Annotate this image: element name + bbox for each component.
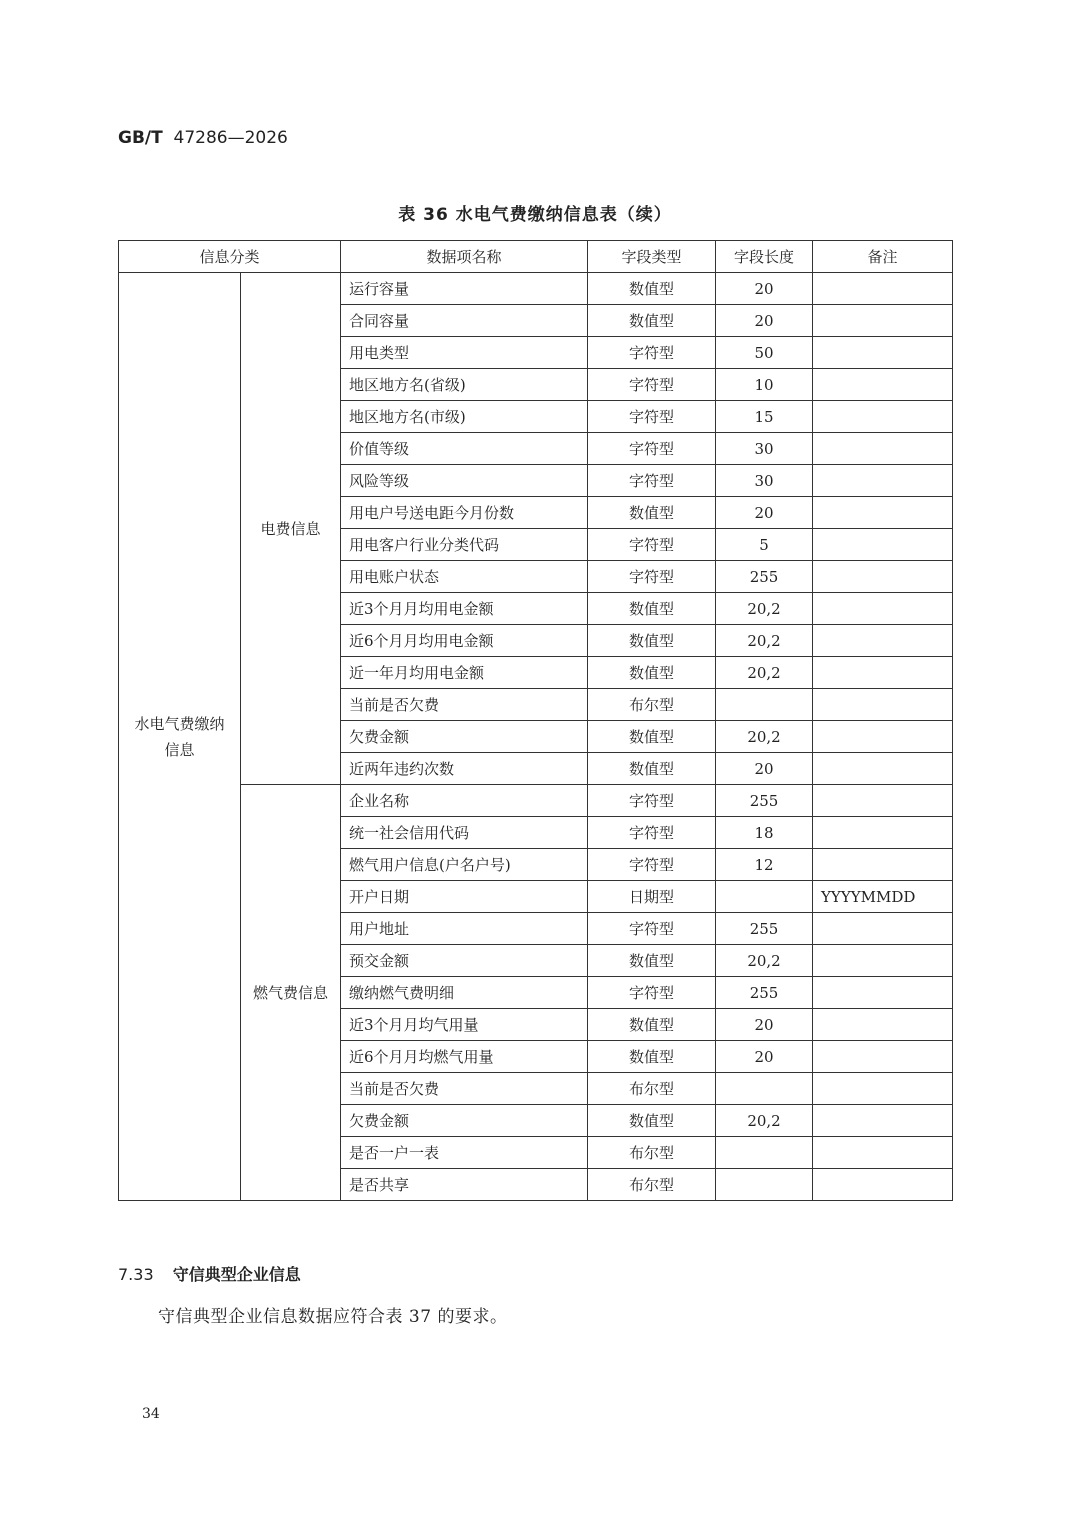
- item-name-cell: 当前是否欠费: [341, 689, 588, 721]
- field-type-cell: 日期型: [588, 881, 716, 913]
- field-type-cell: 字符型: [588, 977, 716, 1009]
- item-name-cell: 欠费金额: [341, 721, 588, 753]
- item-name-cell: 运行容量: [341, 273, 588, 305]
- field-type-cell: 布尔型: [588, 1169, 716, 1201]
- item-name-cell: 用电账户状态: [341, 561, 588, 593]
- remark-cell: [813, 625, 953, 657]
- field-type-cell: 字符型: [588, 465, 716, 497]
- field-length-cell: 20: [716, 305, 813, 337]
- remark-cell: [813, 1073, 953, 1105]
- item-name-cell: 价值等级: [341, 433, 588, 465]
- data-spec-table: [118, 240, 953, 1201]
- table-row: [119, 273, 953, 305]
- remark-cell: [813, 657, 953, 689]
- field-type-cell: 数值型: [588, 625, 716, 657]
- field-length-cell: 20: [716, 1041, 813, 1073]
- remark-cell: [813, 945, 953, 977]
- field-type-cell: 布尔型: [588, 1137, 716, 1169]
- section-heading: [118, 1262, 301, 1285]
- field-length-cell: 20: [716, 753, 813, 785]
- section-title: 守信典型企业信息: [172, 1265, 301, 1284]
- field-length-cell: 20: [716, 273, 813, 305]
- column-header-item-name: 数据项名称: [341, 241, 588, 273]
- field-length-cell: 255: [716, 785, 813, 817]
- item-name-cell: 是否共享: [341, 1169, 588, 1201]
- item-name-cell: 近6个月月均用电金额: [341, 625, 588, 657]
- table-title: 表 36 水电气费缴纳信息表（续）: [398, 205, 672, 225]
- field-length-cell: [716, 1137, 813, 1169]
- table-header-row: [119, 241, 953, 273]
- category-line: 水电气费缴纳: [134, 714, 225, 733]
- field-type-cell: 数值型: [588, 1041, 716, 1073]
- item-name-cell: 地区地方名(市级): [341, 401, 588, 433]
- field-type-cell: 字符型: [588, 561, 716, 593]
- item-name-cell: 统一社会信用代码: [341, 817, 588, 849]
- remark-cell: [813, 497, 953, 529]
- standard-code-number: 47286—2026: [173, 128, 288, 148]
- item-name-cell: 合同容量: [341, 305, 588, 337]
- field-length-cell: [716, 1169, 813, 1201]
- remark-cell: [813, 593, 953, 625]
- subcategory-cell: 电费信息: [241, 273, 341, 785]
- field-type-cell: 数值型: [588, 721, 716, 753]
- remark-cell: [813, 561, 953, 593]
- item-name-cell: 欠费金额: [341, 1105, 588, 1137]
- item-name-cell: 预交金额: [341, 945, 588, 977]
- item-name-cell: 是否一户一表: [341, 1137, 588, 1169]
- field-length-cell: 10: [716, 369, 813, 401]
- remark-cell: [813, 433, 953, 465]
- item-name-cell: 用电类型: [341, 337, 588, 369]
- field-type-cell: 数值型: [588, 753, 716, 785]
- field-type-cell: 数值型: [588, 1009, 716, 1041]
- field-type-cell: 字符型: [588, 433, 716, 465]
- field-length-cell: 20,2: [716, 657, 813, 689]
- standard-code: [118, 128, 288, 148]
- item-name-cell: 开户日期: [341, 881, 588, 913]
- body-paragraph: 守信典型企业信息数据应符合表 37 的要求。: [158, 1307, 508, 1327]
- standard-code-prefix: GB/T: [118, 128, 163, 148]
- field-length-cell: 255: [716, 913, 813, 945]
- remark-cell: [813, 273, 953, 305]
- subcategory-cell: 燃气费信息: [241, 785, 341, 1201]
- remark-cell: [813, 1105, 953, 1137]
- remark-cell: [813, 913, 953, 945]
- remark-cell: [813, 721, 953, 753]
- field-length-cell: 30: [716, 433, 813, 465]
- item-name-cell: 燃气用户信息(户名户号): [341, 849, 588, 881]
- item-name-cell: 近6个月月均燃气用量: [341, 1041, 588, 1073]
- field-length-cell: 50: [716, 337, 813, 369]
- remark-cell: [813, 369, 953, 401]
- table-row: [119, 785, 953, 817]
- item-name-cell: 近3个月月均用电金额: [341, 593, 588, 625]
- remark-cell: [813, 465, 953, 497]
- field-length-cell: [716, 689, 813, 721]
- field-length-cell: 20: [716, 1009, 813, 1041]
- field-length-cell: 20,2: [716, 593, 813, 625]
- field-type-cell: 字符型: [588, 817, 716, 849]
- field-length-cell: 20,2: [716, 945, 813, 977]
- item-name-cell: 企业名称: [341, 785, 588, 817]
- remark-cell: [813, 1169, 953, 1201]
- field-length-cell: 20: [716, 497, 813, 529]
- field-type-cell: 数值型: [588, 1105, 716, 1137]
- item-name-cell: 近3个月月均气用量: [341, 1009, 588, 1041]
- remark-cell: [813, 305, 953, 337]
- remark-cell: [813, 1137, 953, 1169]
- field-length-cell: 20,2: [716, 1105, 813, 1137]
- item-name-cell: 用户地址: [341, 913, 588, 945]
- field-length-cell: 18: [716, 817, 813, 849]
- category-cell: [119, 273, 241, 1201]
- category-line: 信息: [164, 740, 195, 759]
- item-name-cell: 缴纳燃气费明细: [341, 977, 588, 1009]
- field-type-cell: 数值型: [588, 945, 716, 977]
- field-length-cell: 15: [716, 401, 813, 433]
- item-name-cell: 地区地方名(省级): [341, 369, 588, 401]
- field-length-cell: 255: [716, 561, 813, 593]
- item-name-cell: 近两年违约次数: [341, 753, 588, 785]
- remark-cell: [813, 337, 953, 369]
- remark-cell: [813, 785, 953, 817]
- field-length-cell: 12: [716, 849, 813, 881]
- field-type-cell: 字符型: [588, 913, 716, 945]
- field-type-cell: 数值型: [588, 497, 716, 529]
- remark-cell: YYYYMMDD: [813, 881, 953, 913]
- remark-cell: [813, 753, 953, 785]
- field-type-cell: 数值型: [588, 305, 716, 337]
- field-type-cell: 字符型: [588, 849, 716, 881]
- remark-cell: [813, 689, 953, 721]
- field-type-cell: 布尔型: [588, 689, 716, 721]
- field-length-cell: 20,2: [716, 721, 813, 753]
- field-type-cell: 数值型: [588, 657, 716, 689]
- column-header-field-type: 字段类型: [588, 241, 716, 273]
- column-header-category: 信息分类: [119, 241, 341, 273]
- remark-cell: [813, 529, 953, 561]
- remark-cell: [813, 977, 953, 1009]
- field-length-cell: 30: [716, 465, 813, 497]
- page-number: 34: [142, 1406, 160, 1422]
- field-length-cell: [716, 881, 813, 913]
- remark-cell: [813, 401, 953, 433]
- remark-cell: [813, 1009, 953, 1041]
- item-name-cell: 近一年月均用电金额: [341, 657, 588, 689]
- field-length-cell: 255: [716, 977, 813, 1009]
- field-type-cell: 数值型: [588, 273, 716, 305]
- item-name-cell: 当前是否欠费: [341, 1073, 588, 1105]
- column-header-remark: 备注: [813, 241, 953, 273]
- remark-cell: [813, 849, 953, 881]
- field-type-cell: 数值型: [588, 593, 716, 625]
- item-name-cell: 风险等级: [341, 465, 588, 497]
- field-length-cell: 20,2: [716, 625, 813, 657]
- item-name-cell: 用电户号送电距今月份数: [341, 497, 588, 529]
- field-type-cell: 字符型: [588, 401, 716, 433]
- field-type-cell: 字符型: [588, 529, 716, 561]
- field-type-cell: 布尔型: [588, 1073, 716, 1105]
- remark-cell: [813, 1041, 953, 1073]
- table-body: [119, 273, 953, 1201]
- section-number: 7.33: [118, 1265, 154, 1284]
- field-type-cell: 字符型: [588, 337, 716, 369]
- field-length-cell: 5: [716, 529, 813, 561]
- field-type-cell: 字符型: [588, 785, 716, 817]
- field-type-cell: 字符型: [588, 369, 716, 401]
- field-length-cell: [716, 1073, 813, 1105]
- column-header-field-length: 字段长度: [716, 241, 813, 273]
- item-name-cell: 用电客户行业分类代码: [341, 529, 588, 561]
- remark-cell: [813, 817, 953, 849]
